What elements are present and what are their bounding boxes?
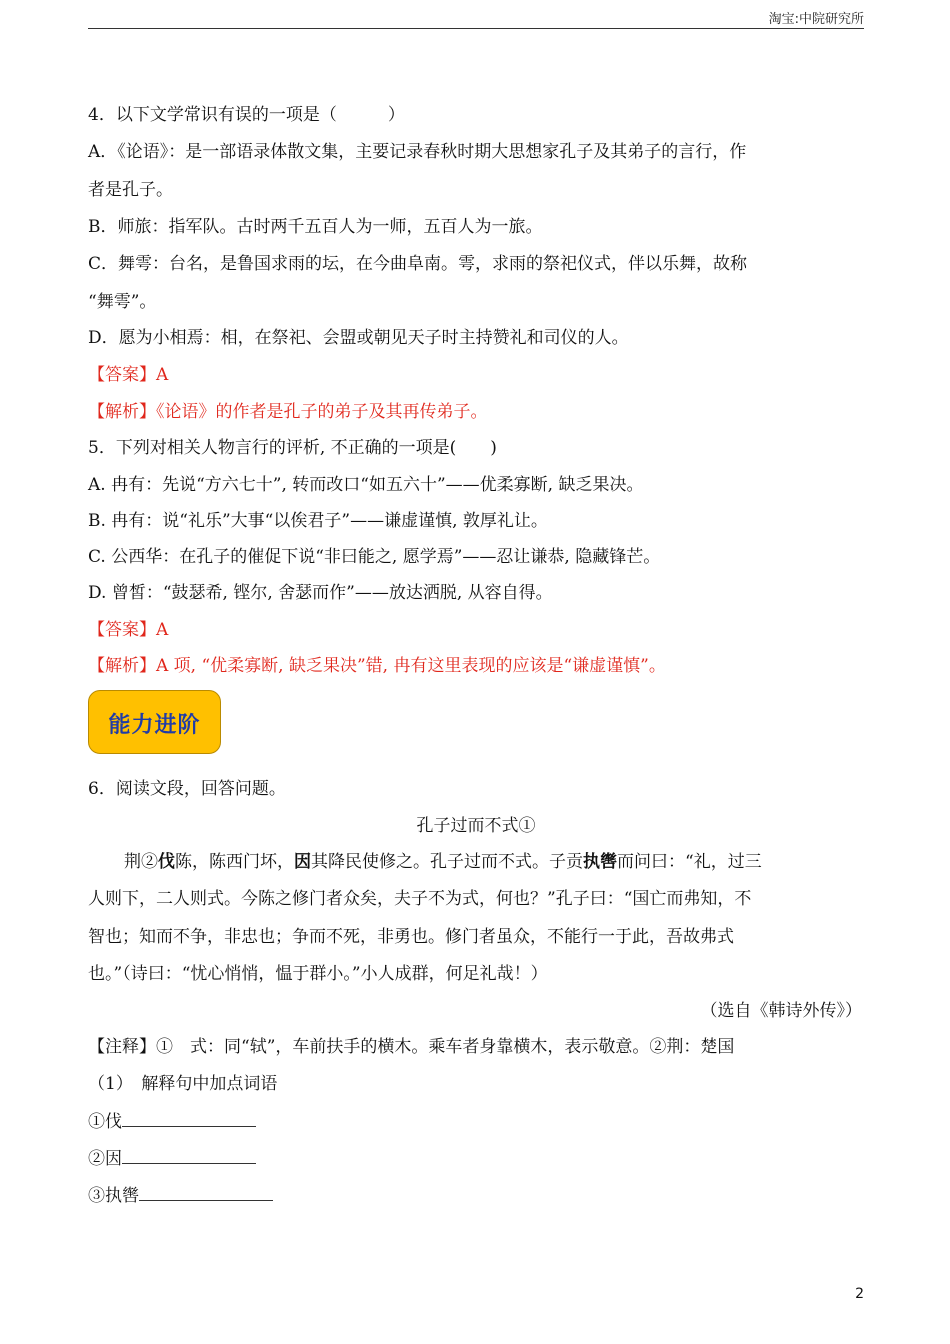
q4-stem: 4．以下文学常识有误的一项是（ ） — [88, 105, 405, 125]
q5-stem: 5．下列对相关人物言行的评析, 不正确的一项是( ) — [88, 438, 497, 458]
q4-option-b: B．师旅：指军队。古时两千五百人为一师，五百人为一旅。 — [88, 217, 543, 237]
passage-line-4: 也。”（诗曰：“忧心悄悄，愠于群小。”小人成群，何足礼哉！） — [88, 964, 548, 984]
answer-blank-1[interactable] — [122, 1110, 256, 1127]
answer-item-label: ①伐 — [88, 1112, 122, 1132]
section-badge-label: 能力进阶 — [108, 713, 201, 738]
passage-line-1 — [124, 851, 762, 873]
passage-text: 其降民使修之。孔子过而不式。子贡 — [311, 852, 583, 872]
passage-line-2: 人则下，二人则式。今陈之修门者众矣，夫子不为式，何也？”孔子曰：“国亡而弗知，不 — [88, 889, 752, 909]
answer-blank-2[interactable] — [122, 1147, 256, 1164]
q5-option-c: C. 公西华：在孔子的催促下说“非曰能之, 愿学焉”——忍让谦恭, 隐藏锋芒。 — [88, 547, 661, 567]
answer-item-label: ②因 — [88, 1149, 122, 1169]
answer-item-label: ③执辔 — [88, 1186, 139, 1206]
header-text: 淘宝:中院研究所 — [768, 12, 864, 27]
page-number: 2 — [855, 1286, 864, 1302]
passage-source: （选自《韩诗外传》） — [700, 1001, 862, 1021]
q5-option-d: D. 曾皙：“鼓瑟希, 铿尔, 舍瑟而作”——放达洒脱, 从容自得。 — [88, 583, 553, 603]
passage-line-3: 智也；知而不争，非忠也；争而不死，非勇也。修门者虽众，不能行一于此，吾故弗式 — [88, 927, 734, 947]
answer-blank-3[interactable] — [139, 1184, 273, 1201]
passage-title: 孔子过而不式① — [416, 816, 536, 836]
answer-item-2 — [88, 1147, 256, 1170]
passage-text: 陈，陈西门坏， — [175, 852, 294, 872]
q5-answer: 【答案】A — [88, 620, 169, 640]
passage-note: 【注释】① 式：同“轼”，车前扶手的横木。乘车者身靠横木，表示敬意。②荆：楚国 — [88, 1037, 735, 1057]
passage-text: 荆② — [124, 852, 158, 872]
sub-question-1: （1） 解释句中加点词语 — [88, 1074, 278, 1094]
q5-option-a: A. 冉有：先说“方六七十”, 转而改口“如五六十”——优柔寡断, 缺乏果决。 — [88, 475, 644, 495]
q5-analysis: 【解析】A 项, “优柔寡断, 缺乏果决”错, 冉有这里表现的应该是“谦虚谨慎”。 — [88, 656, 666, 676]
q4-option-c-cont: “舞雩”。 — [88, 292, 157, 312]
q5-option-b: B. 冉有：说“礼乐”大事“以俟君子”——谦虚谨慎, 敦厚礼让。 — [88, 511, 548, 531]
header-divider — [88, 28, 864, 29]
dotted-word-zhipei: 执辔 — [583, 852, 617, 872]
q4-option-a-cont: 者是孔子。 — [88, 180, 173, 200]
section-badge — [88, 690, 221, 754]
dotted-word-yin: 因 — [294, 852, 311, 872]
answer-item-1 — [88, 1110, 256, 1133]
passage-text: 而问曰：“礼，过三 — [617, 852, 762, 872]
q4-answer: 【答案】A — [88, 365, 169, 385]
q6-stem: 6．阅读文段，回答问题。 — [88, 779, 286, 799]
q4-option-c: C．舞雩：台名，是鲁国求雨的坛，在今曲阜南。雩，求雨的祭祀仪式，伴以乐舞，故称 — [88, 254, 748, 274]
q4-option-a: A．《论语》：是一部语录体散文集，主要记录春秋时期大思想家孔子及其弟子的言行，作 — [88, 142, 747, 162]
answer-item-3 — [88, 1184, 273, 1207]
q4-option-d: D．愿为小相焉：相，在祭祀、会盟或朝见天子时主持赞礼和司仪的人。 — [88, 328, 629, 348]
q4-analysis: 【解析】《论语》的作者是孔子的弟子及其再传弟子。 — [88, 402, 488, 422]
dotted-word-fa: 伐 — [158, 852, 175, 872]
